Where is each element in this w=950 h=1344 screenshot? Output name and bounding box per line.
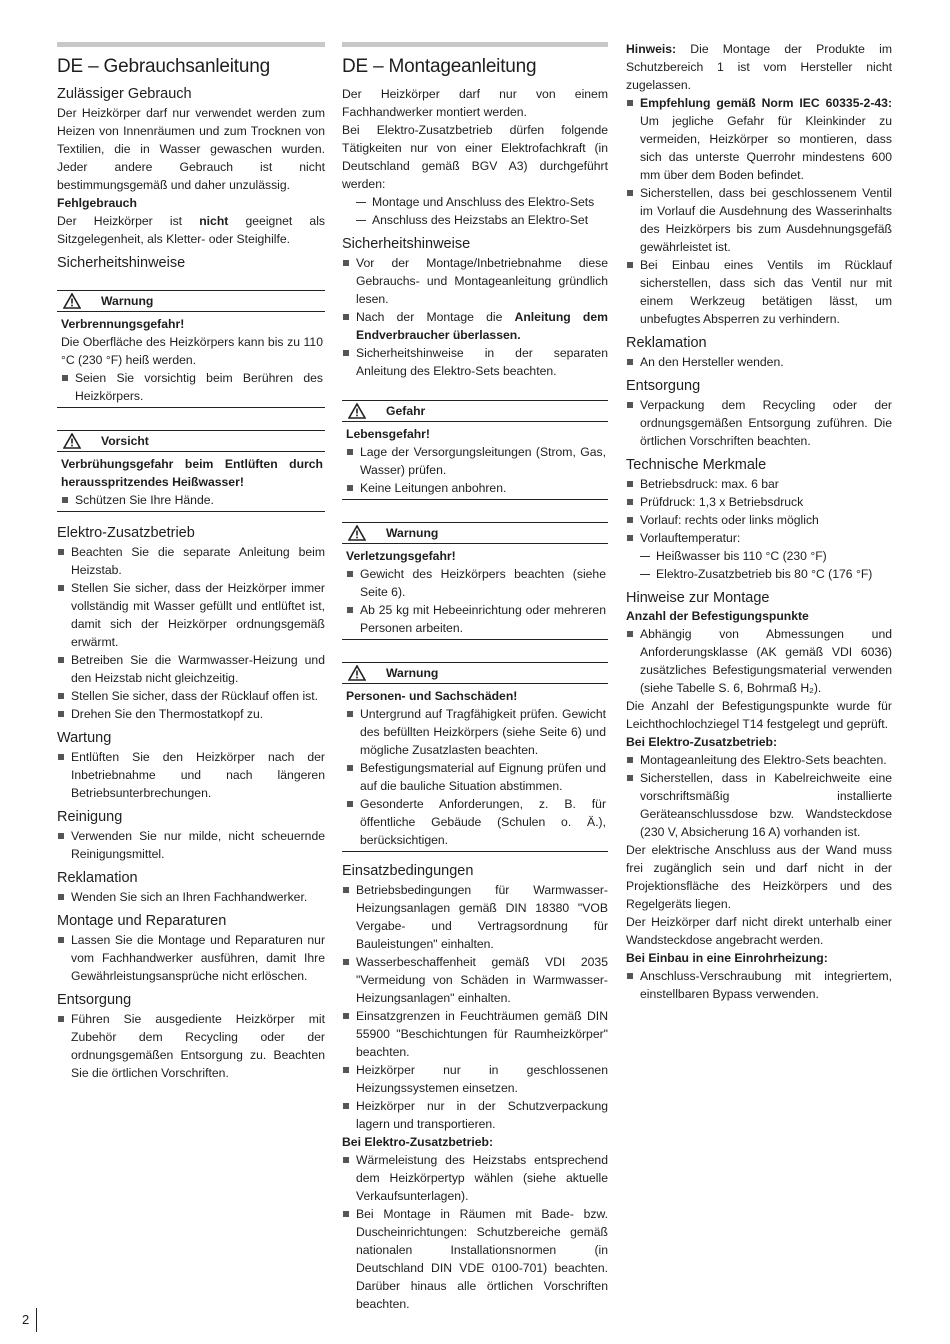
list-item: Sicherstellen, dass in Kabelreichweite eine vorschriftsmäßig installierte Geräteanschlussdose bzw. Wandsteckdose (230 V, Absicherung 16 A) vorhanden ist.	[626, 769, 892, 841]
subheading: Bei Einbau in eine Einrohrheizung:	[626, 951, 828, 965]
heading: Reklamation	[57, 870, 138, 886]
paragraph: Die Oberfläche des Heizkörpers kann bis zu 110 °C (230 °F) heiß werden.	[61, 335, 323, 367]
list-item: Montageanleitung des Elektro-Sets beachten.	[626, 751, 892, 769]
dash-item: Elektro-Zusatzbetrieb bis 80 °C (176 °F)	[626, 565, 892, 583]
list-item: Lage der Versorgungsleitungen (Strom, Gas, Wasser) prüfen.	[346, 443, 606, 479]
warning-title: Warnung	[386, 526, 439, 540]
list-item: Bei Montage in Räumen mit Bade- bzw. Duscheinrichtungen: Schutzbereiche gemäß nationalen Installationsnormen (in Deutschland DIN VDE 0100-701) beachten. Darüber hinaus alle örtlichen Vorschriften beachten.	[342, 1205, 608, 1313]
dash-item: Heißwasser bis 110 °C (230 °F)	[626, 547, 892, 565]
heading: Montage und Reparaturen	[57, 913, 227, 929]
list-item: Heizkörper nur in der Schutzverpackung lagern und transportieren.	[342, 1097, 608, 1133]
list-item: Abhängig von Abmessungen und Anforderungsklasse (AK gemäß VDI 6036) zusätzliches Befestigungsmaterial verwenden (siehe Tabelle S. 6, Bohrmaß H₂).	[626, 625, 892, 697]
list-item: Stellen Sie sicher, dass der Rücklauf offen ist.	[57, 687, 325, 705]
list-item: Nach der Montage die Anleitung dem Endverbraucher überlassen.	[342, 308, 608, 344]
list-item: Seien Sie vorsichtig beim Berühren des Heizkörpers.	[61, 369, 323, 405]
list-item: Wärmeleistung des Heizstabs entsprechend dem Heizkörpertyp wählen (siehe aktuelle Verkaufsunterlagen).	[342, 1151, 608, 1205]
warning-box	[342, 522, 608, 640]
list-item: Vorlauftemperatur:	[626, 529, 892, 547]
list-item: Betriebsdruck: max. 6 bar	[626, 475, 892, 493]
heading: Entsorgung	[57, 992, 132, 1008]
list-item: Wasserbeschaffenheit gemäß VDI 2035 "Vermeidung von Schäden in Warmwasser-Heizungsanlagen" einhalten.	[342, 953, 608, 1007]
list-item: Gewicht des Heizkörpers beachten (siehe Seite 6).	[346, 565, 606, 601]
section-title: DE – Montageanleitung	[342, 56, 537, 77]
list-item: Betriebsbedingungen für Warmwasser-Heizungsanlagen gemäß DIN 18380 "VOB Vergabe- und Vertragsordnung für Bauleistungen" einhalten.	[342, 881, 608, 953]
section-title: DE – Gebrauchsanleitung	[57, 56, 270, 77]
paragraph: Der Heizkörper ist nicht geeignet als Sitzgelegenheit, als Kletter- oder Steighilfe.	[57, 214, 325, 246]
column-installation-continued	[626, 40, 892, 1003]
warning-heading: Verletzungsgefahr!	[346, 549, 456, 563]
warning-title: Warnung	[101, 294, 154, 308]
danger-title: Gefahr	[386, 404, 426, 418]
list-item: Einsatzgrenzen in Feuchträumen gemäß DIN 55900 "Beschichtungen für Raumheizkörper" beachten.	[342, 1007, 608, 1061]
paragraph: Die Anzahl der Befestigungspunkte wurde für Leichthochlochziegel T14 festgelegt und geprüft.	[626, 699, 892, 731]
page-number: 2	[22, 1312, 30, 1327]
warning-box	[57, 290, 325, 408]
subheading: Fehlgebrauch	[57, 196, 137, 210]
heading: Hinweise zur Montage	[626, 590, 770, 606]
list-item: Stellen Sie sicher, dass der Heizkörper immer vollständig mit Wasser gefüllt und entlüftet ist, damit sich der Heizkörper ordnungsgemäß erwärmt.	[57, 579, 325, 651]
list-item: Gesonderte Anforderungen, z. B. für öffentliche Gebäude (Schulen o. Ä.), berücksichtigen.	[346, 795, 606, 849]
list-item: Sicherheitshinweise in der separaten Anleitung des Elektro-Sets beachten.	[342, 344, 608, 380]
list-item: Sicherstellen, dass bei geschlossenem Ventil im Vorlauf die Ausdehnung des Wasserinhalts des Heizkörpers bis zum Ausdehnungsgefäß gewährleistet ist.	[626, 184, 892, 256]
page-number-divider	[36, 1308, 37, 1332]
column-user-manual	[57, 42, 325, 1082]
list-item: Führen Sie ausgediente Heizkörper mit Zubehör dem Recycling oder der ordnungsgemäßen Entsorgung zu. Beachten Sie die örtlichen Vorschriften.	[57, 1010, 325, 1082]
warning-triangle-icon	[342, 403, 372, 419]
subheading: Anzahl der Befestigungspunkte	[626, 609, 809, 623]
list-item: Anschluss-Verschraubung mit integriertem, einstellbaren Bypass verwenden.	[626, 967, 892, 1003]
list-item: Verpackung dem Recycling oder der ordnungsgemäßen Entsorgung zuführen. Die örtlichen Vorschriften beachten.	[626, 396, 892, 450]
list-item: Befestigungsmaterial auf Eignung prüfen und auf die bauliche Situation abstimmen.	[346, 759, 606, 795]
danger-box	[342, 400, 608, 500]
list-item: Vor der Montage/Inbetriebnahme diese Gebrauchs- und Montageanleitung gründlich lesen.	[342, 254, 608, 308]
warning-triangle-icon	[57, 433, 87, 449]
paragraph: Der Heizkörper darf nur verwendet werden zum Heizen von Innenräumen und zum Trocknen von Textilien, die in Wasser gewaschen wurden. Jeder andere Gebrauch ist nicht bestimmungsgemäß und daher unzulässig.	[57, 106, 325, 192]
warning-heading: Verbrennungsgefahr!	[61, 317, 185, 331]
warning-title: Warnung	[386, 666, 439, 680]
list-item: Lassen Sie die Montage und Reparaturen nur vom Fachhandwerker ausführen, damit Ihre Gewährleistungsansprüche nicht erlöschen.	[57, 931, 325, 985]
list-item: Beachten Sie die separate Anleitung beim Heizstab.	[57, 543, 325, 579]
list-item: Betreiben Sie die Warmwasser-Heizung und den Heizstab nicht gleichzeitig.	[57, 651, 325, 687]
warning-triangle-icon	[342, 665, 372, 681]
list-item: Bei Einbau eines Ventils im Rücklauf sicherstellen, dass sich das Ventil nur mit einem Werkzeug betätigen lässt, um unbefugtes Absperren zu verhindern.	[626, 256, 892, 328]
warning-heading: Verbrühungsgefahr beim Entlüften durch herausspritzendes Heißwasser!	[61, 457, 323, 489]
column-installation-manual	[342, 42, 608, 1313]
column-top-rule	[57, 42, 325, 47]
list-item: Empfehlung gemäß Norm IEC 60335-2-43: Um jegliche Gefahr für Kleinkinder zu vermeiden, Heizkörper so montieren, dass sich das unterste Querrohr mindestens 600 mm über dem Boden befindet.	[626, 94, 892, 184]
warning-heading: Personen- und Sachschäden!	[346, 689, 518, 703]
heading: Einsatzbedingungen	[342, 863, 474, 879]
caution-box	[57, 430, 325, 512]
list-item: Ab 25 kg mit Hebeeinrichtung oder mehreren Personen arbeiten.	[346, 601, 606, 637]
paragraph: Der Heizkörper darf nur von einem Fachhandwerker montiert werden.	[342, 87, 608, 119]
heading: Sicherheitshinweise	[342, 236, 471, 252]
heading: Elektro-Zusatzbetrieb	[57, 525, 195, 541]
list-item: Entlüften Sie den Heizkörper nach der Inbetriebnahme und nach längeren Betriebsunterbrechungen.	[57, 748, 325, 802]
heading: Reinigung	[57, 809, 123, 825]
list-item: Wenden Sie sich an Ihren Fachhandwerker.	[57, 888, 325, 906]
subheading: Bei Elektro-Zusatzbetrieb:	[626, 735, 778, 749]
warning-triangle-icon	[342, 525, 372, 541]
list-item: Verwenden Sie nur milde, nicht scheuernde Reinigungsmittel.	[57, 827, 325, 863]
dash-item: Anschluss des Heizstabs an Elektro-Set	[342, 211, 608, 229]
warning-box	[342, 662, 608, 852]
list-item: Vorlauf: rechts oder links möglich	[626, 511, 892, 529]
heading: Technische Merkmale	[626, 457, 767, 473]
heading: Wartung	[57, 730, 112, 746]
paragraph: Bei Elektro-Zusatzbetrieb dürfen folgende Tätigkeiten nur von einer Elektrofachkraft (in Deutschland gemäß BGV A3) durchgeführt werden:	[342, 123, 608, 191]
list-item: Heizkörper nur in geschlossenen Heizungssystemen einsetzen.	[342, 1061, 608, 1097]
column-top-rule	[342, 42, 608, 47]
list-item: Schützen Sie Ihre Hände.	[61, 491, 323, 509]
paragraph: Der Heizkörper darf nicht direkt unterhalb einer Wandsteckdose angebracht werden.	[626, 915, 892, 947]
paragraph: Der elektrische Anschluss aus der Wand muss frei zugänglich sein und darf nicht in der Projektionsfläche des Heizkörpers und des Regelgeräts liegen.	[626, 843, 892, 911]
dash-item: Montage und Anschluss des Elektro-Sets	[342, 193, 608, 211]
warning-heading: Lebensgefahr!	[346, 427, 430, 441]
caution-title: Vorsicht	[101, 434, 149, 448]
heading: Sicherheitshinweise	[57, 255, 186, 271]
heading: Zulässiger Gebrauch	[57, 86, 192, 102]
subheading: Bei Elektro-Zusatzbetrieb:	[342, 1135, 494, 1149]
paragraph: Hinweis: Die Montage der Produkte im Schutzbereich 1 ist vom Hersteller nicht zugelassen.	[626, 42, 892, 92]
heading: Entsorgung	[626, 378, 701, 394]
warning-triangle-icon	[57, 293, 87, 309]
heading: Reklamation	[626, 335, 707, 351]
list-item: An den Hersteller wenden.	[626, 353, 892, 371]
list-item: Drehen Sie den Thermostatkopf zu.	[57, 705, 325, 723]
list-item: Prüfdruck: 1,3 x Betriebsdruck	[626, 493, 892, 511]
list-item: Keine Leitungen anbohren.	[346, 479, 606, 497]
list-item: Untergrund auf Tragfähigkeit prüfen. Gewicht des befüllten Heizkörpers (siehe Seite 6) und mögliche Zusatzlasten beachten.	[346, 705, 606, 759]
